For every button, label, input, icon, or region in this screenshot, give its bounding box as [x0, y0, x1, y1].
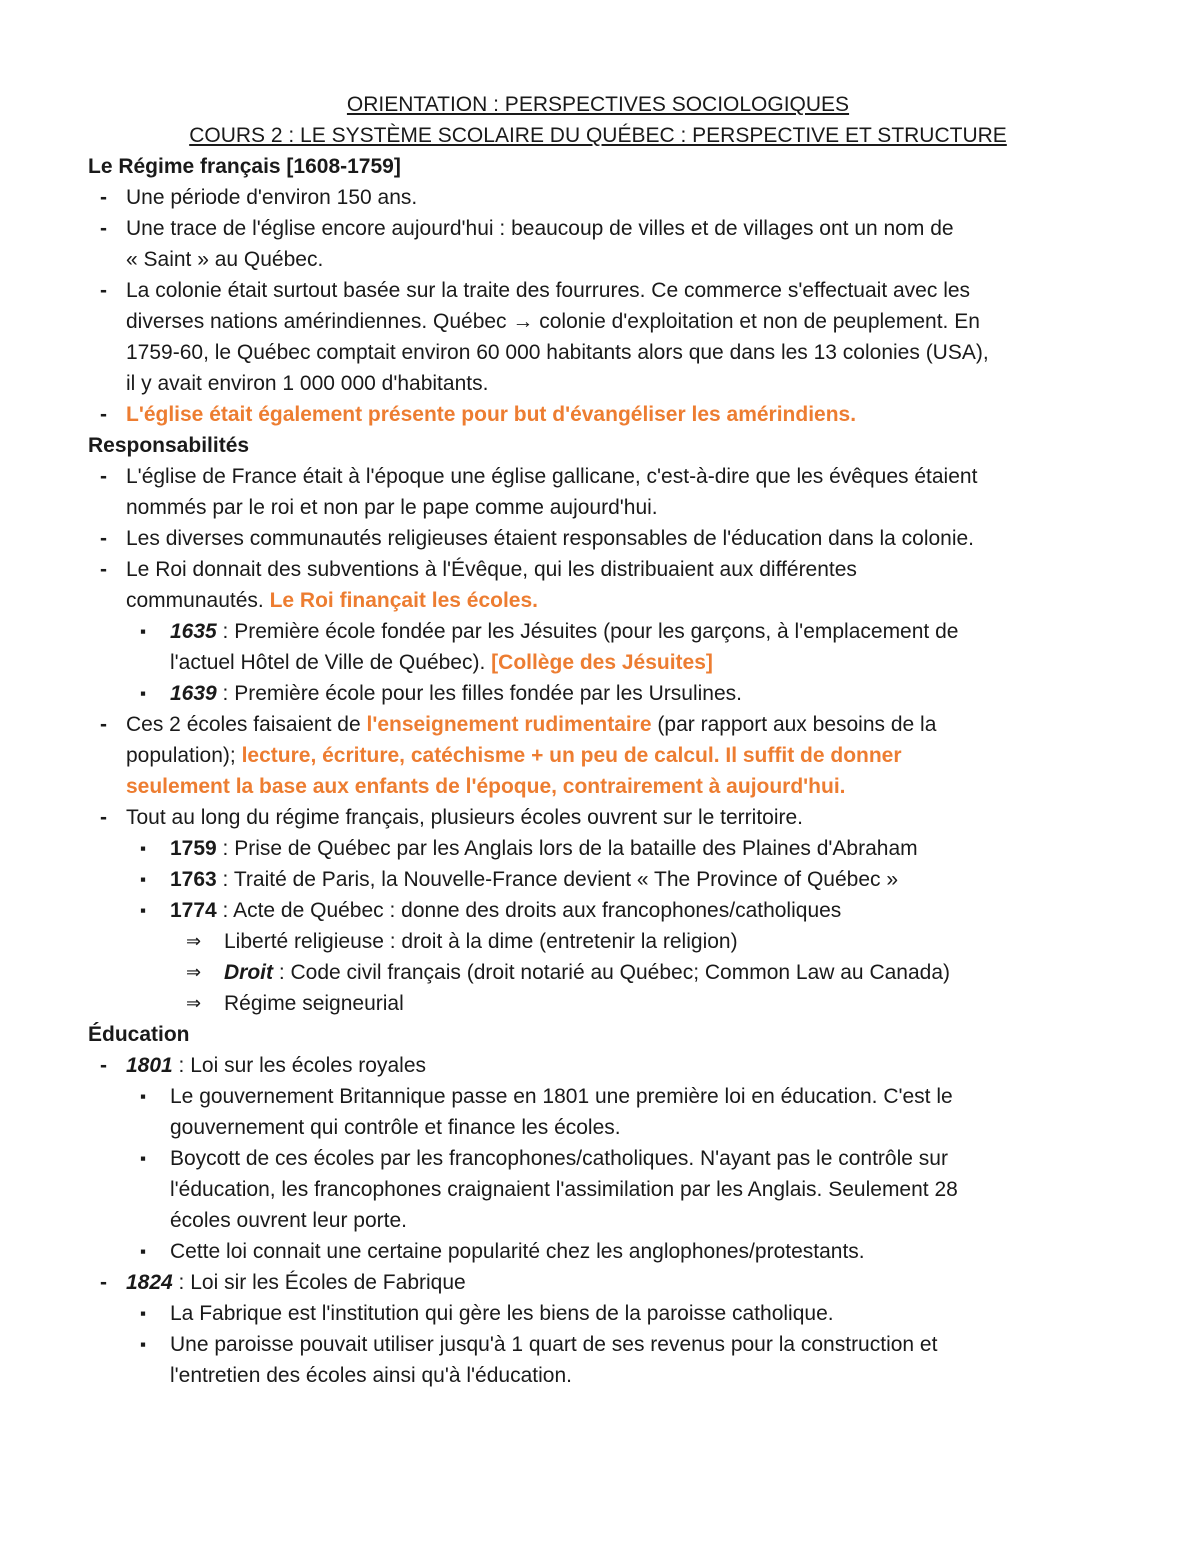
list-item: - L'église de France était à l'époque une église gallicane, c'est-à-dire que les évêques étaient: [88, 461, 1108, 492]
sub-list-item: ▪ Le gouvernement Britannique passe en 1801 une première loi en éducation. C'est le: [88, 1081, 1108, 1112]
list-item-highlight: - L'église était également présente pour but d'évangéliser les amérindiens.: [88, 399, 1108, 430]
list-item: - Ces 2 écoles faisaient de l'enseignement rudimentaire (par rapport aux besoins de la: [88, 709, 1108, 740]
double-arrow-icon: ⇒: [186, 962, 202, 982]
sub-list-item-continuation: écoles ouvrent leur porte.: [170, 1209, 407, 1232]
square-bullet-icon: ▪: [140, 1149, 147, 1168]
doc-title: ORIENTATION : PERSPECTIVES SOCIOLOGIQUES: [346, 93, 850, 116]
list-item: - Une période d'environ 150 ans.: [88, 182, 1108, 213]
sub-list-item: ▪ 1763 : Traité de Paris, la Nouvelle-France devient « The Province of Québec »: [88, 864, 1108, 895]
square-bullet-icon: ▪: [140, 1335, 147, 1354]
arrow-list-item: ⇒ Régime seigneurial: [88, 988, 1108, 1019]
list-item-continuation: nommés par le roi et non par le pape comme aujourd'hui.: [126, 496, 658, 519]
list-item: - Une trace de l'église encore aujourd'hui : beaucoup de villes et de villages ont un nom de: [88, 213, 1108, 244]
sub-list-item: ▪ Une paroisse pouvait utiliser jusqu'à 1 quart de ses revenus pour la construction et: [88, 1329, 1108, 1360]
dash-marker: -: [100, 558, 107, 581]
square-bullet-icon: ▪: [140, 870, 147, 889]
square-bullet-icon: ▪: [140, 1304, 147, 1323]
dash-marker: -: [100, 465, 107, 488]
heading-responsabilites: Responsabilités: [88, 434, 250, 457]
heading-education: Éducation: [88, 1023, 190, 1046]
sub-list-item: ▪ 1759 : Prise de Québec par les Anglais lors de la bataille des Plaines d'Abraham: [88, 833, 1108, 864]
list-item-continuation: population); lecture, écriture, catéchisme + un peu de calcul. Il suffit de donner: [126, 744, 902, 767]
doc-subtitle: COURS 2 : LE SYSTÈME SCOLAIRE DU QUÉBEC : PERSPECTIVE ET STRUCTURE: [189, 124, 1007, 147]
list-item-continuation: 1759-60, le Québec comptait environ 60 000 habitants alors que dans les 13 colonies (USA),: [126, 341, 989, 364]
dash-marker: -: [100, 279, 107, 302]
square-bullet-icon: ▪: [140, 684, 147, 703]
list-item: - 1824 : Loi sir les Écoles de Fabrique: [88, 1267, 1108, 1298]
square-bullet-icon: ▪: [140, 1087, 147, 1106]
sub-list-item: ▪ 1639 : Première école pour les filles fondée par les Ursulines.: [88, 678, 1108, 709]
sub-list-item-continuation: l'éducation, les francophones craignaient l'assimilation par les Anglais. Seulement 28: [170, 1178, 958, 1201]
sub-list-item-continuation: l'entretien des écoles ainsi qu'à l'éducation.: [170, 1364, 572, 1387]
dash-marker: -: [100, 806, 107, 829]
arrow-list-item: ⇒ Droit : Code civil français (droit notarié au Québec; Common Law au Canada): [88, 957, 1108, 988]
square-bullet-icon: ▪: [140, 901, 147, 920]
square-bullet-icon: ▪: [140, 839, 147, 858]
list-item: - La colonie était surtout basée sur la traite des fourrures. Ce commerce s'effectuait avec les: [88, 275, 1108, 306]
dash-marker: -: [100, 186, 107, 209]
dash-marker: -: [100, 713, 107, 736]
list-item-continuation: diverses nations amérindiennes. Québec → colonie d'exploitation et non de peuplement. En: [126, 310, 980, 333]
dash-marker: -: [100, 1271, 107, 1294]
dash-marker: -: [100, 1054, 107, 1077]
list-item-continuation: communautés. Le Roi finançait les écoles.: [126, 589, 539, 612]
sub-list-item: ▪ 1635 : Première école fondée par les Jésuites (pour les garçons, à l'emplacement de: [88, 616, 1108, 647]
list-item: - Le Roi donnait des subventions à l'Évêque, qui les distribuaient aux différentes: [88, 554, 1108, 585]
list-item: - Tout au long du régime français, plusieurs écoles ouvrent sur le territoire.: [88, 802, 1108, 833]
sub-list-item-continuation: l'actuel Hôtel de Ville de Québec). [Collège des Jésuites]: [170, 651, 713, 674]
document-content: [88, 89, 1108, 1391]
sub-list-item: ▪ Cette loi connait une certaine popularité chez les anglophones/protestants.: [88, 1236, 1108, 1267]
sub-list-item: ▪ Boycott de ces écoles par les francophones/catholiques. N'ayant pas le contrôle sur: [88, 1143, 1108, 1174]
double-arrow-icon: ⇒: [186, 993, 202, 1013]
dash-marker: -: [100, 403, 107, 426]
dash-marker: -: [100, 217, 107, 240]
square-bullet-icon: ▪: [140, 1242, 147, 1261]
list-item-continuation: seulement la base aux enfants de l'époque, contrairement à aujourd'hui.: [126, 775, 846, 798]
list-item: - Les diverses communautés religieuses étaient responsables de l'éducation dans la colonie.: [88, 523, 1108, 554]
list-item-continuation: il y avait environ 1 000 000 d'habitants.: [126, 372, 489, 395]
sub-list-item-continuation: gouvernement qui contrôle et finance les écoles.: [170, 1116, 621, 1139]
double-arrow-icon: ⇒: [186, 931, 202, 951]
heading-regime-francais: Le Régime français [1608-1759]: [88, 155, 401, 178]
dash-marker: -: [100, 527, 107, 550]
sub-list-item: ▪ 1774 : Acte de Québec : donne des droits aux francophones/catholiques: [88, 895, 1108, 926]
arrow-list-item: ⇒ Liberté religieuse : droit à la dime (entretenir la religion): [88, 926, 1108, 957]
sub-list-item: ▪ La Fabrique est l'institution qui gère les biens de la paroisse catholique.: [88, 1298, 1108, 1329]
square-bullet-icon: ▪: [140, 622, 147, 641]
list-item: - 1801 : Loi sur les écoles royales: [88, 1050, 1108, 1081]
list-item-continuation: « Saint » au Québec.: [126, 248, 324, 271]
